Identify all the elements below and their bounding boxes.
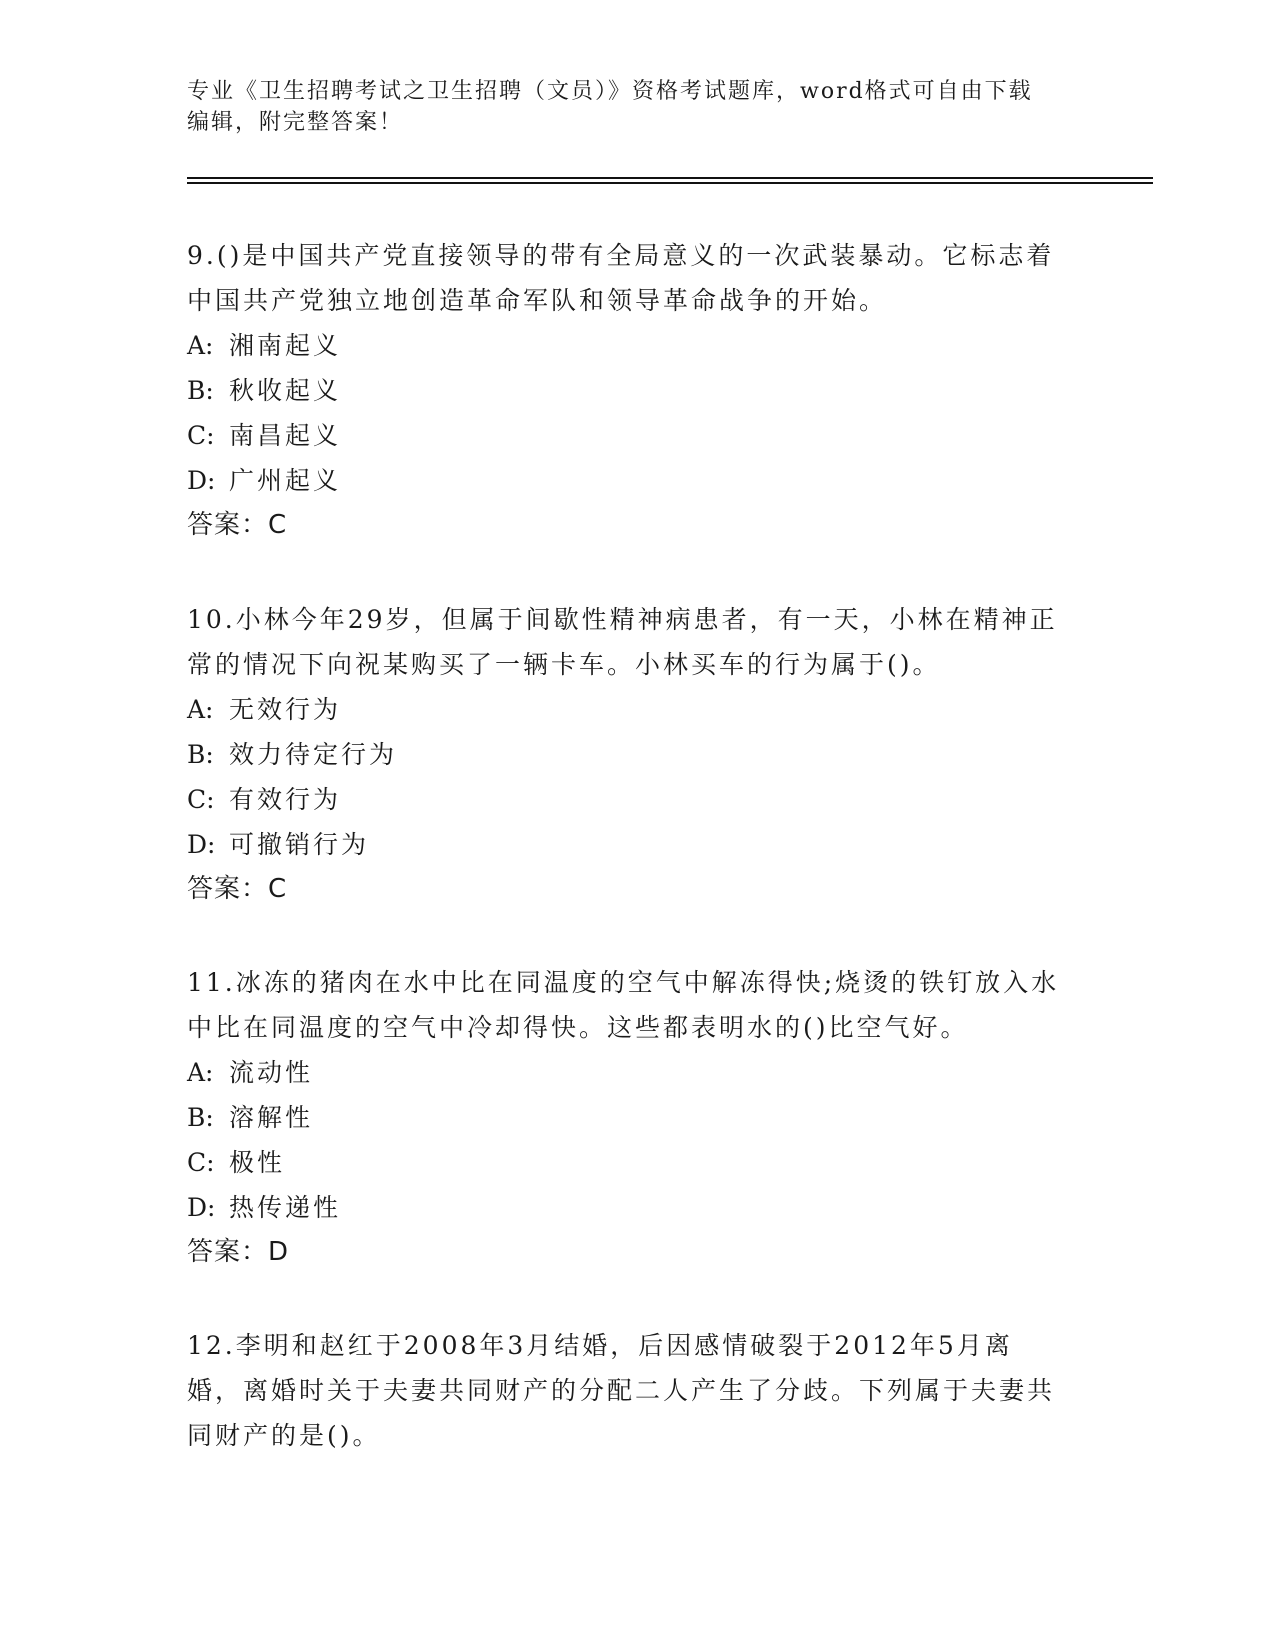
option-c	[187, 413, 1067, 458]
option-b	[187, 732, 1067, 777]
option-a	[187, 323, 1067, 368]
option-key: A:	[187, 331, 214, 360]
option-b	[187, 1095, 1067, 1140]
header-line-1: 专业《卫生招聘考试之卫生招聘（文员）》资格考试题库，word格式可自由下载	[187, 79, 1033, 104]
option-text: 效力待定行为	[229, 740, 398, 769]
option-text: 溶解性	[229, 1103, 314, 1132]
option-d	[187, 458, 1067, 503]
option-text: 南昌起义	[229, 421, 342, 450]
question-12	[187, 1323, 1067, 1458]
option-key: C:	[187, 785, 215, 814]
header-line-2: 编辑，附完整答案！	[187, 110, 404, 135]
question-stem: 10.小林今年29岁，但属于间歇性精神病患者，有一天，小林在精神正常的情况下向祝某购买了一辆卡车。小林买车的行为属于()。	[187, 605, 1058, 679]
option-key: A:	[187, 695, 214, 724]
option-key: B:	[187, 376, 214, 405]
question-stem: 9.()是中国共产党直接领导的带有全局意义的一次武装暴动。它标志着中国共产党独立地创造革命军队和领导革命战争的开始。	[187, 241, 1055, 315]
option-key: D:	[187, 1193, 216, 1222]
option-d	[187, 1185, 1067, 1230]
option-key: D:	[187, 466, 216, 495]
header-divider-top	[187, 177, 1153, 179]
answer-line: 答案：D	[187, 1237, 290, 1267]
option-text: 无效行为	[229, 695, 342, 724]
document-header	[187, 76, 1087, 138]
answer-line: 答案：C	[187, 874, 288, 904]
option-text: 广州起义	[229, 466, 342, 495]
option-key: B:	[187, 740, 214, 769]
option-text: 流动性	[229, 1058, 314, 1087]
header-divider-bottom	[187, 182, 1153, 184]
option-key: B:	[187, 1103, 214, 1132]
option-a	[187, 1050, 1067, 1095]
option-text: 可撤销行为	[229, 830, 370, 859]
option-text: 极性	[229, 1148, 286, 1177]
option-key: D:	[187, 830, 216, 859]
option-text: 热传递性	[229, 1193, 342, 1222]
option-d	[187, 822, 1067, 867]
option-key: A:	[187, 1058, 214, 1087]
question-9	[187, 233, 1067, 548]
question-stem: 11.冰冻的猪肉在水中比在同温度的空气中解冻得快;烧烫的铁钉放入水中比在同温度的空气中冷却得快。这些都表明水的()比空气好。	[187, 968, 1060, 1042]
option-key: C:	[187, 421, 215, 450]
option-c	[187, 1140, 1067, 1185]
question-stem: 12.李明和赵红于2008年3月结婚，后因感情破裂于2012年5月离婚，离婚时关于夫妻共同财产的分配二人产生了分歧。下列属于夫妻共同财产的是()。	[187, 1331, 1056, 1450]
option-a	[187, 687, 1067, 732]
option-b	[187, 368, 1067, 413]
question-11	[187, 960, 1067, 1275]
question-10	[187, 597, 1067, 912]
option-text: 秋收起义	[229, 376, 342, 405]
option-text: 湘南起义	[229, 331, 342, 360]
option-key: C:	[187, 1148, 215, 1177]
option-text: 有效行为	[229, 785, 342, 814]
option-c	[187, 777, 1067, 822]
answer-line: 答案：C	[187, 510, 288, 540]
